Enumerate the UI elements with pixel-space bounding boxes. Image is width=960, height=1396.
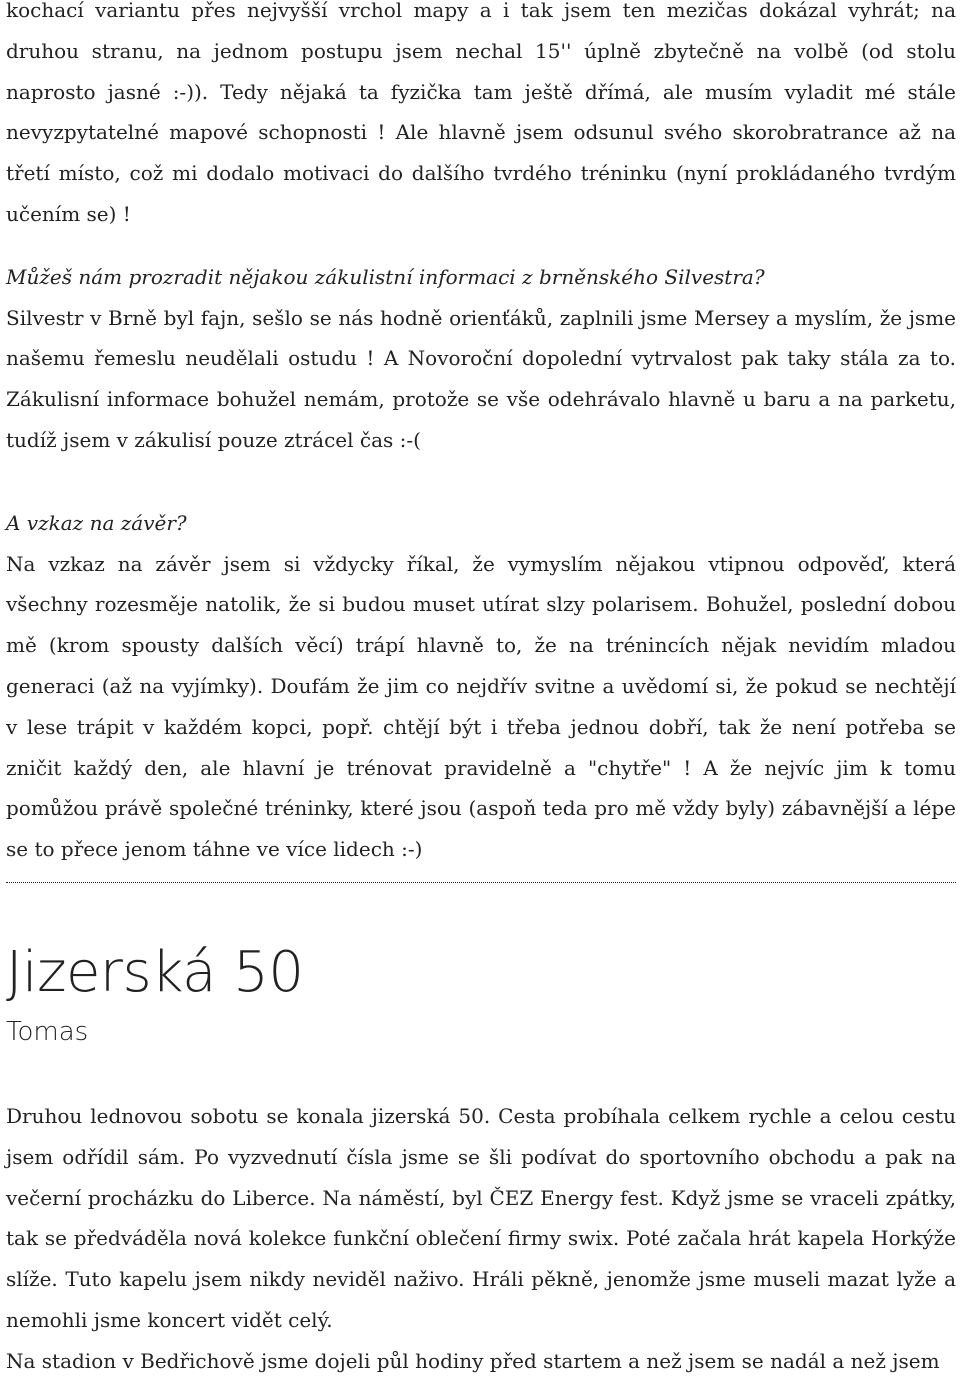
spacer — [6, 235, 956, 257]
interview-paragraph: kochací variantu přes nejvyšší vrchol mapy a i tak jsem ten mezičas dokázal vyhrát; na druhou stranu, na jednom postupu jsem nechal 15'' úplně zbytečně na volbě (od stolu naprosto jasné :-)). Tedy nějaká ta fyzička tam ještě dřímá, ale musím vyladit mé stále nevyzpytatelné mapové schopnosti ! Ale hlavně jsem odsunul svého skorobratrance až na třetí místo, což mi dodalo motivaci do dalšího tvrdého tréninku (nyní prokládaného tvrdým učením se) ! — [6, 0, 956, 226]
interview-answer: Silvestr v Brně byl fajn, sešlo se nás hodně orienťáků, zaplnili jsme Mersey a myslím, že jsme našemu řemeslu neudělali ostudu ! A Novoroční dopolední vytrvalost pak taky stála za to. Zákulisní informace bohužel nemám, protože se vše odehrávalo hlavně u baru a na parketu, tudíž jsem v zákulisí pouze ztrácel čas :-( — [6, 305, 956, 452]
article-author: Tomas — [6, 1016, 89, 1047]
article-paragraph: Druhou lednovou sobotu se konala jizerská 50. Cesta probíhala celkem rychle a celou cestu jsem odřídil sám. Po vyzvednutí čísla jsme se šli podívat do sportovního obchodu a pak na večerní procházku do Liberce. Na náměstí, byl ČEZ Energy fest. Když jsme se vraceli zpátky, tak se předváděla nová kolekce funkční oblečení firmy swix. Poté začala hrát kapela Horkýže slíže. Tuto kapelu jsem nikdy neviděl naživo. Hráli pěkně, jenomže jsme museli mazat lyže a nemohli jsme koncert vidět celý. — [6, 1103, 956, 1332]
interview-answer: Na vzkaz na závěr jsem si vždycky říkal, že vymyslím nějakou vtipnou odpověď, která všechny rozesměje natolik, že si budou muset utírat slzy polarisem. Bohužel, poslední dobou mě (krom spousty dalších věcí) trápí hlavně to, že na trénincích nějak nevidím mladou generaci (až na vyjímky). Doufám že jim co nejdřív svitne a uvědomí si, že pokud se nechtějí v lese trápit v každém kopci, popř. chtějí být i třeba jednou dobří, tak že není potřeba se zničit každý den, ale hlavní je trénovat pravidelně a "chytře" ! A že nejvíc jim k tomu pomůžou právě společné tréninky, které jsou (aspoň teda pro mě vždy byly) zábavnější a lépe se to přece jenom táhne ve více lidech :-) — [6, 551, 956, 862]
interview-question: Můžeš nám prozradit nějakou zákulistní informaci z brněnského Silvestra? — [6, 264, 765, 289]
article-paragraph: Na stadion v Bedřichově jsme dojeli půl hodiny před startem a než jsem se nadál a než jsem — [6, 1348, 940, 1373]
spacer — [6, 461, 956, 503]
spacer — [6, 1052, 956, 1096]
article-title: Jizerská 50 — [6, 939, 304, 1005]
section-divider — [6, 882, 956, 883]
interview-question: A vzkaz na závěr? — [6, 510, 187, 535]
document-page — [6, 0, 956, 1382]
